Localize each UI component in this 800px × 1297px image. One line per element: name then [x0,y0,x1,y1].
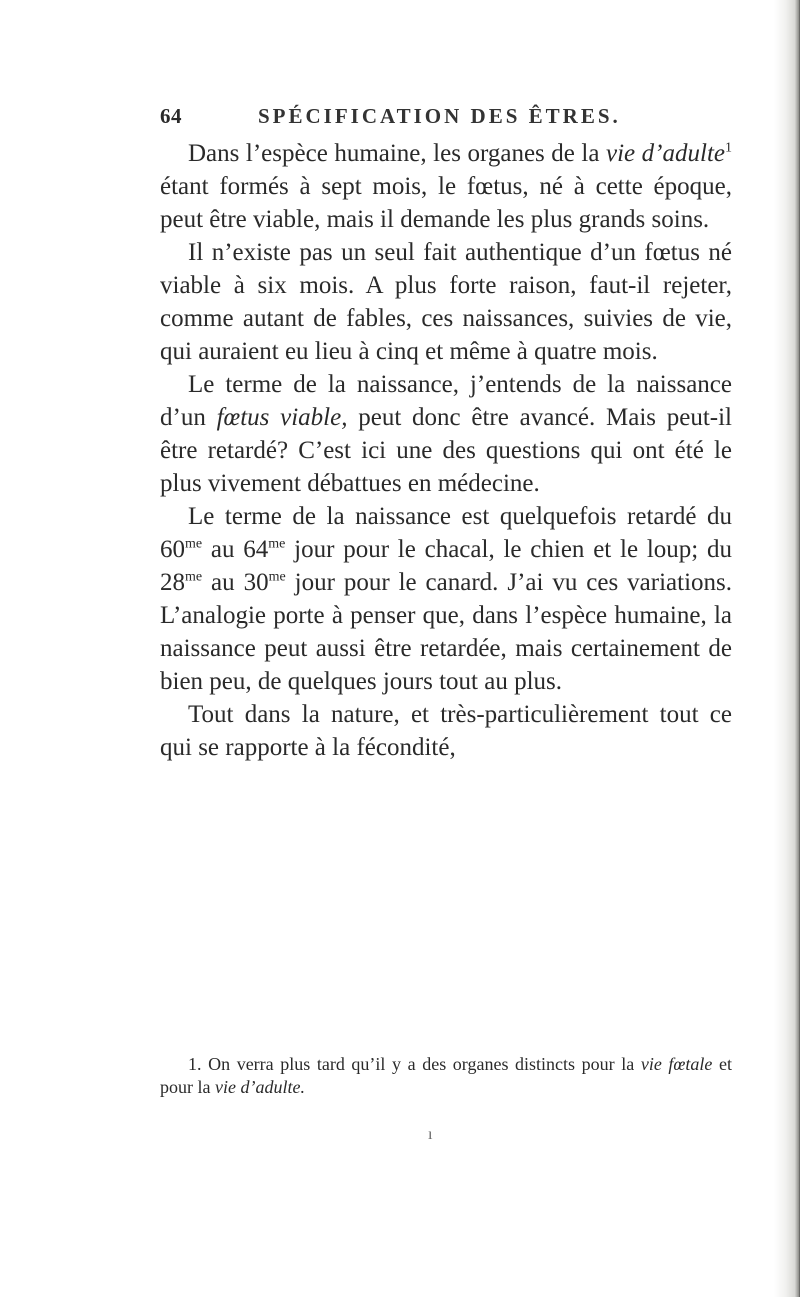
paragraph-2: Il n’existe pas un seul fait authentique d’un fœtus né viable à six mois. A plus forte raison, faut-il rejeter, comme autant de fables, ces naissances, suivies de vie, qui auraient eu lieu à cinq et même à quatre mois. [160,239,732,365]
footnote: 1. On verra plus tard qu’il y a des organes distincts pour la vie fœtale et pour la vie d’adulte. [160,1054,732,1097]
running-title: SPÉCIFICATION DES ÊTRES. [258,104,621,128]
paragraph-1: Dans l’espèce humaine, les organes de la vie d’adulte$^1$ étant formés à sept mois, le fœtus, né à cette époque, peut être viable, mais il demande les plus grands soins. [160,140,732,233]
ordinal-suffix: me [185,536,203,552]
page-edge-shadow [774,0,800,1297]
signature-mark: ı [428,1126,433,1143]
page-number: 64 [160,104,182,128]
running-header [160,104,630,136]
footnote-reference: 1 [725,140,732,156]
ordinal-suffix: me [268,536,286,552]
paragraph-5: Tout dans la nature, et très-particulièrement tout ce qui se rapporte à la fécondité, [160,701,732,761]
paragraph-4: Le terme de la naissance est quelquefois retardé du $60^{me}$ au $64^{me}$ jour pour le chacal, le chien et le loup; du $28^{me}$ au $30^{me}$ jour pour le canard. J’ai vu ces variations. L’analogie porte à penser que, dans l’espèce humaine, la naissance peut aussi être retardée, mais certainement de bien peu, de quelques jours tout au plus. [160,503,732,695]
body-text [160,137,732,764]
ordinal-suffix: me [185,569,203,585]
ordinal-suffix: me [268,569,286,585]
paragraph-3: Le terme de la naissance, j’entends de la naissance d’un fœtus viable, peut donc être avancé. Mais peut-il être retardé? C’est ici une des questions qui ont été le plus vivement débattues en médecine. [160,371,733,497]
